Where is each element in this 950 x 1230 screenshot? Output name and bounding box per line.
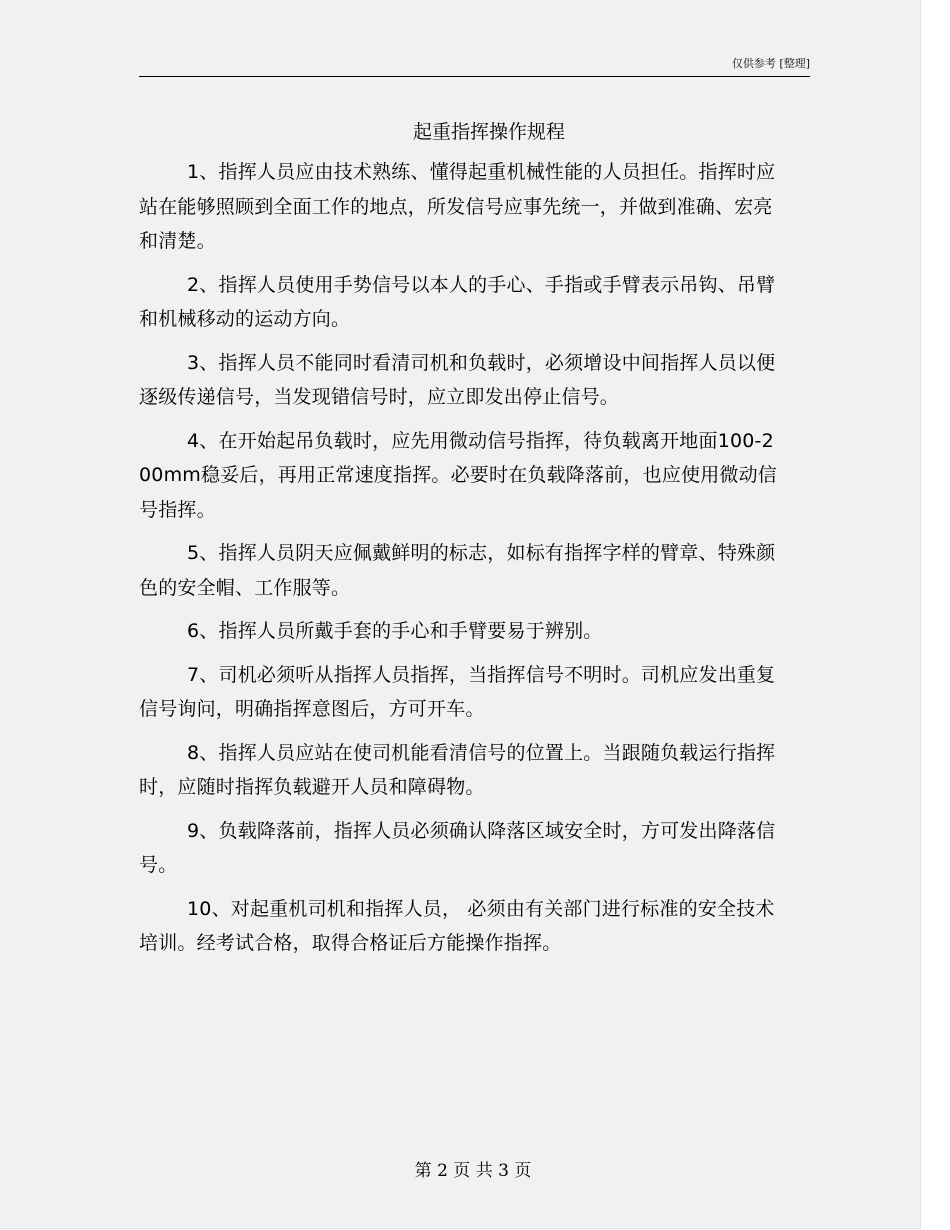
paragraph-9: 9、负载降落前，指挥人员必须确认降落区域安全时，方可发出降落信号。 (139, 819, 776, 876)
paragraph-5: 5、指挥人员阴天应佩戴鲜明的标志，如标有指挥字样的臂章、特殊颜色的安全帽、工作服等。 (139, 542, 776, 599)
paragraph-2: 2、指挥人员使用手势信号以本人的手心、手指或手臂表示吊钩、吊臂和机械移动的运动方向。 (139, 273, 776, 330)
document-body (139, 155, 779, 970)
document-title: 起重指挥操作规程 (412, 121, 565, 143)
page-number: 第 2 页 共 3 页 (414, 1161, 532, 1181)
paragraph-4: 4、在开始起吊负载时，应先用微动信号指挥，待负载离开地面100-200mm稳妥后，再用正常速度指挥。必要时在负载降落前，也应使用微动信号指挥。 (139, 429, 777, 521)
header-divider (139, 76, 810, 77)
paragraph-7: 7、司机必须听从指挥人员指挥，当指挥信号不明时。司机应发出重复信号询问，明确指挥意图后，方可开车。 (139, 663, 776, 720)
paragraph-8: 8、指挥人员应站在使司机能看清信号的位置上。当跟随负载运行指挥时，应随时指挥负载避开人员和障碍物。 (139, 741, 776, 798)
paragraph-10: 10、对起重机司机和指挥人员， 必须由有关部门进行标准的安全技术培训。经考试合格，取得合格证后方能操作指挥。 (139, 897, 775, 954)
paragraph-6: 6、指挥人员所戴手套的手心和手臂要易于辨别。 (187, 620, 603, 642)
paragraph-1: 1、指挥人员应由技术熟练、懂得起重机械性能的人员担任。指挥时应站在能够照顾到全面工作的地点，所发信号应事先统一，并做到准确、宏亮和清楚。 (139, 161, 776, 252)
header-note: 仅供参考 [整理] (731, 57, 810, 70)
paragraph-3: 3、指挥人员不能同时看清司机和负载时，必须增设中间指挥人员以便逐级传递信号，当发现错信号时，应立即发出停止信号。 (139, 351, 776, 408)
